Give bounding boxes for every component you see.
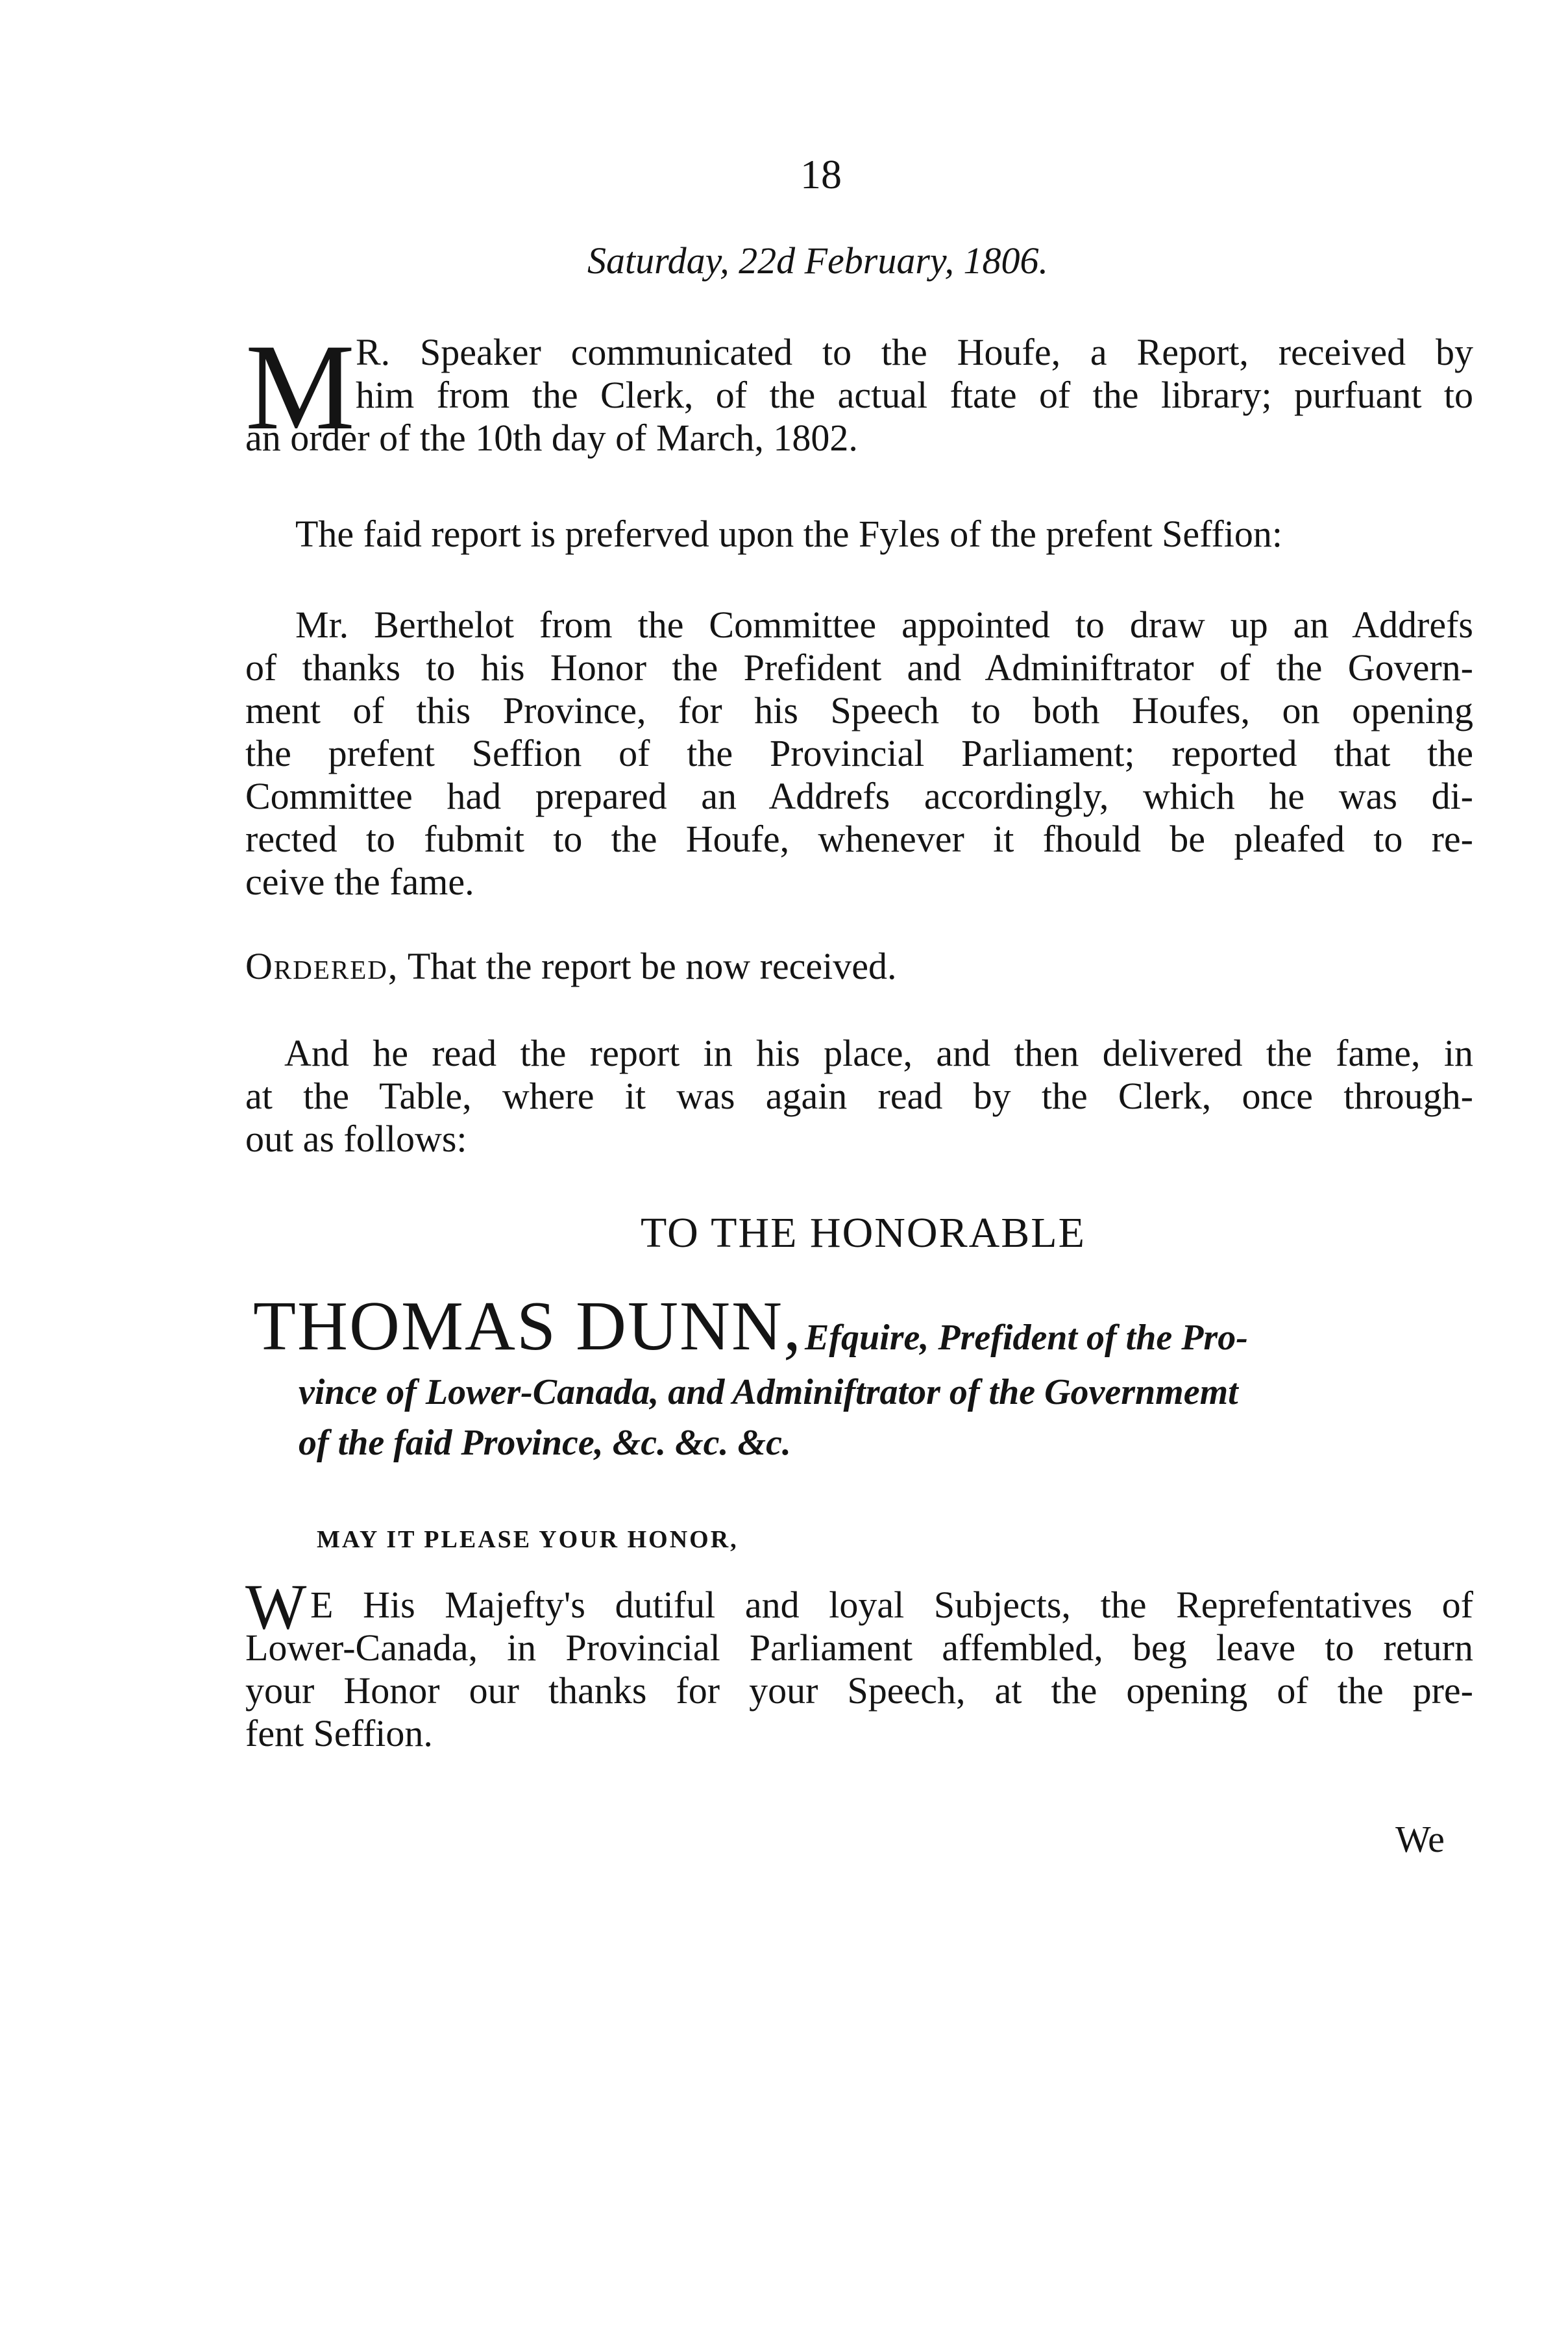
text-line: Lower-Canada, in Provincial Parliament affembled, beg leave to return [245, 1627, 1473, 1669]
text-line: fent Seffion. [245, 1712, 433, 1754]
paragraph-ordered [245, 945, 1089, 988]
text-line: Mr. Berthelot from the Committee appointed to draw up an Addrefs [295, 604, 1473, 646]
text-line: out as follows: [245, 1118, 467, 1160]
salutation: MAY IT PLEASE YOUR HONOR, [317, 1526, 739, 1553]
date-heading: Saturday, 22d February, 1806. [587, 240, 1048, 282]
paragraph-read-report [245, 1032, 1473, 1161]
paragraph-address-body [245, 1584, 1473, 1755]
text-line: ceive the fame. [245, 861, 474, 903]
text-line: E His Majefty's dutiful and loyal Subjects, the Reprefentatives of [310, 1584, 1473, 1626]
text-line: R. Speaker communicated to the Houfe, a Report, received by [356, 331, 1473, 373]
recipient-title-line: of the faid Province, &c. &c. &c. [299, 1423, 791, 1463]
text-line: ment of this Province, for his Speech to both Houfes, on opening [245, 689, 1473, 731]
text-line: of thanks to his Honor the Prefident and Adminiftrator of the Govern- [245, 646, 1473, 689]
text-line: your Honor our thanks for your Speech, at the opening of the pre- [245, 1669, 1473, 1712]
text-line: Committee had prepared an Addrefs accordingly, which he was di- [245, 775, 1473, 817]
address-heading: TO THE HONORABLE [641, 1209, 1086, 1257]
text-line: the prefent Seffion of the Provincial Parliament; reported that the [245, 732, 1473, 774]
catchword: We [1395, 1818, 1445, 1860]
recipient-name: THOMAS DUNN, [253, 1288, 803, 1365]
paragraph-report-preserved: The faid report is preferved upon the Fyles of the prefent Seffion: [295, 513, 1282, 555]
paragraph-committee-report [245, 604, 1473, 903]
text-line: rected to fubmit to the Houfe, whenever it fhould be pleafed to re- [245, 818, 1473, 860]
address-recipient [253, 1286, 1473, 1468]
ordered-label: Ordered, [245, 945, 399, 987]
drop-cap-initial: W [245, 1571, 307, 1643]
text-line: at the Table, where it was again read by the Clerk, once through- [245, 1075, 1473, 1117]
ordered-text: That the report be now received. [407, 945, 897, 987]
text-line: And he read the report in his place, and then delivered the fame, in [284, 1032, 1473, 1074]
text-line: him from the Clerk, of the actual ftate of the library; purfuant to [356, 374, 1473, 416]
drop-cap-initial: M [245, 319, 355, 456]
text-line: an order of the 10th day of March, 1802. [245, 417, 858, 459]
page-number: 18 [800, 151, 842, 197]
paragraph-speaker-report [245, 319, 1473, 460]
recipient-title-line: Efquire, Prefident of the Pro- [805, 1318, 1248, 1358]
recipient-title-line: vince of Lower-Canada, and Adminiftrator of the Governmemt [299, 1372, 1238, 1412]
